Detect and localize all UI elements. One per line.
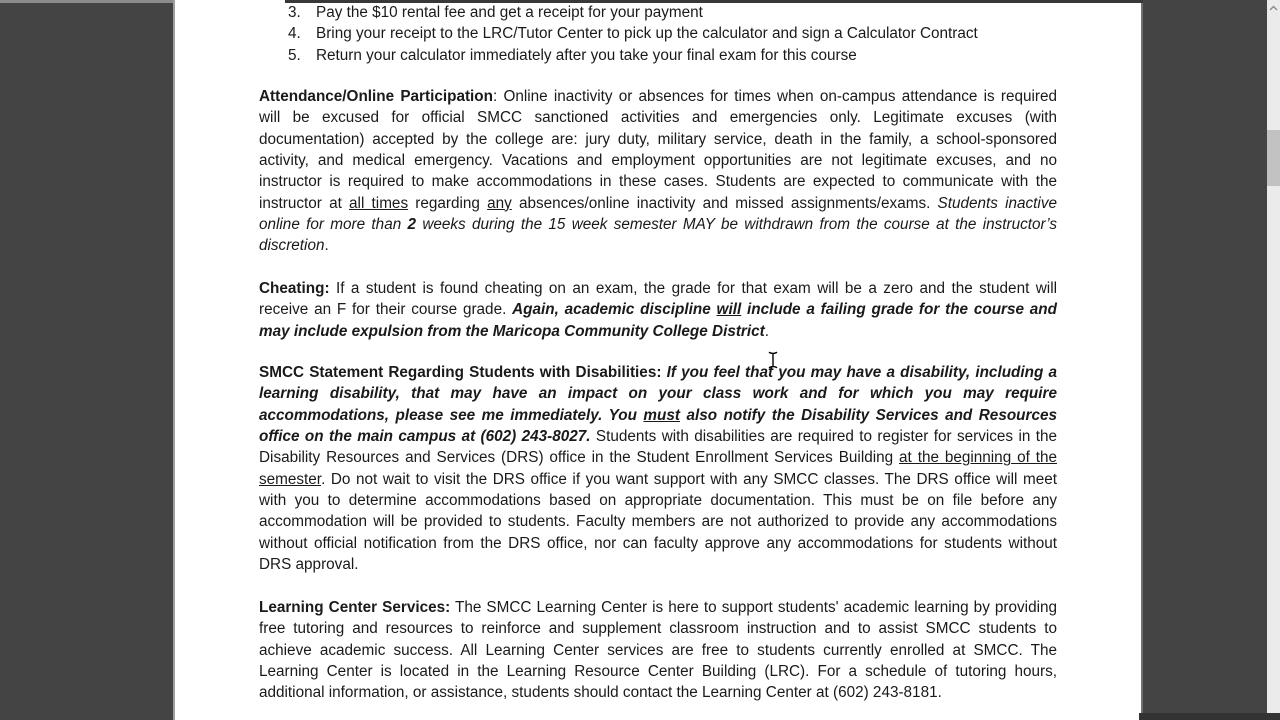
paragraph-smcc-disabilities-statement: SMCC Statement Regarding Students with Disabilities: If you feel that you may have a disability, including a learning disability, that may have an impact on your class work and for which you may require accommodations, please see me immediately. You must also notify the Disability Services and Resources office on the main campus at (602) 243-8027. Students with disabilities are required to register for services in the Disability Resources and Services (DRS) office in the Student Enrollment Services Building at the beginning of the semester. Do not wait to visit the DRS office if you want support with any SMCC classes. The DRS office will meet with you to determine accommodations based on appropriate documentation. This must be on file before any accommodation will be provided to students. Faculty members are not authorized to provide any accommodations without official notification from the DRS office, nor can faculty approve any accommodations for students without DRS approval. <box>259 364 1058 573</box>
top-edge-strip <box>0 0 173 3</box>
list-item-number: 4. <box>288 25 301 43</box>
list-item-text: Return your calculator immediately after you take your final exam for this course <box>316 46 857 64</box>
page-top-dark-band <box>285 0 1143 3</box>
paragraph-attendance-online-participation: Attendance/Online Participation: Online inactivity or absences for times when on-campus attendance is required will be excused for official SMCC sanctioned activities and emergencies only. Legitimate excuses (with documentation) accepted by the college are: jury duty, military service, death in the family, a school-sponsored activity, and medical emergency. Vacations and employment opportunities are not legitimate excuses, and no instructor is required to make accommodations in these cases. Students are expected to communicate with the instructor at all times regarding any absences/online inactivity and missed assignments/exams. Students inactive online for more than 2 weeks during the 15 week semester MAY be withdrawn from the course at the instructor’s discretion. <box>259 88 1057 255</box>
list-item-number: 5. <box>288 46 301 64</box>
scrollbar-track[interactable] <box>1267 0 1280 720</box>
list-item-text: Pay the $10 rental fee and get a receipt for your payment <box>316 4 703 21</box>
bottom-edge-band <box>1139 713 1280 720</box>
list-item <box>259 45 1057 66</box>
list-item <box>259 2 1057 23</box>
list-item-number: 3. <box>288 4 301 21</box>
paragraph-cheating: Cheating: If a student is found cheating on an exam, the grade for that exam will be a zero and the student will receive an F for their course grade. Again, academic discipline will include a failing grade for the course and may include expulsion from the Maricopa Community College District. <box>259 280 1057 340</box>
list-item-text: Bring your receipt to the LRC/Tutor Center to pick up the calculator and sign a Calculator Contract <box>316 25 978 43</box>
scroll-up-button[interactable] <box>1267 0 1280 15</box>
scrollbar-thumb[interactable] <box>1267 130 1280 186</box>
document-page <box>173 0 1143 720</box>
paragraph-learning-center-services: Learning Center Services: The SMCC Learning Center is here to support students' academic learning by providing free tutoring and resources to reinforce and supplement classroom instruction and to assist SMCC students to achieve academic success. All Learning Center services are free to students currently enrolled at SMCC. The Learning Center is located in the Learning Resource Center Building (LRC). For a schedule of tutoring hours, additional information, or assistance, students should contact the Learning Center at (602) 243-8181. <box>259 599 1057 702</box>
list-item <box>259 23 1057 44</box>
numbered-list <box>259 2 1057 66</box>
chevron-up-icon <box>1269 5 1278 11</box>
